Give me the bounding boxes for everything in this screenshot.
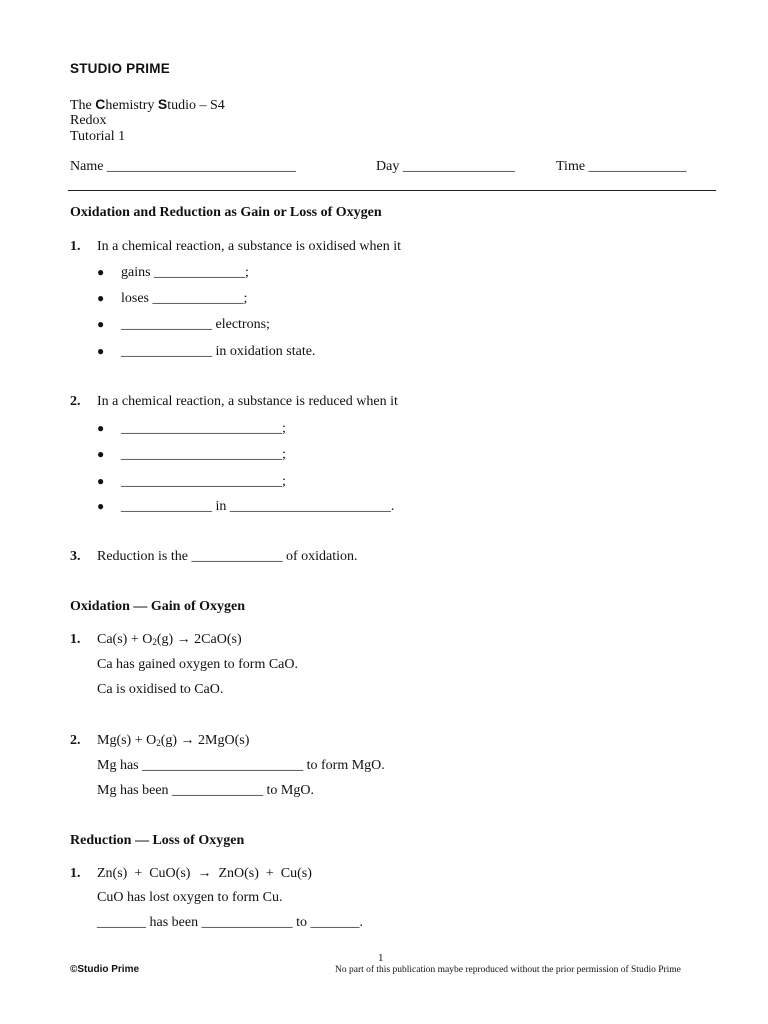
list-item: _____________ in _______________________. — [121, 499, 395, 514]
chemical-equation: Zn(s) + CuO(s) → ZnO(s) + Cu(s) — [97, 866, 312, 881]
list-item: _______________________; — [121, 421, 286, 436]
bullet-icon: ● — [97, 421, 105, 435]
course-c: C — [95, 96, 106, 112]
answer-line: Mg has _______________________ to form MgO. — [97, 758, 385, 773]
name-field[interactable]: Name ___________________________ — [70, 159, 296, 174]
list-item: loses _____________; — [121, 291, 248, 306]
course-mid: hemistry — [105, 98, 158, 113]
question-number: 1. — [70, 239, 81, 254]
question-number: 2. — [70, 394, 81, 409]
question-text: In a chemical reaction, a substance is reduced when it — [97, 394, 398, 409]
time-field[interactable]: Time ______________ — [556, 159, 687, 174]
day-field[interactable]: Day ________________ — [376, 159, 515, 174]
page-number: 1 — [378, 952, 384, 964]
bullet-icon: ● — [97, 317, 105, 331]
tutorial: Tutorial 1 — [70, 129, 126, 144]
bullet-icon: ● — [97, 344, 105, 358]
question-number: 3. — [70, 549, 81, 564]
copyright: ©Studio Prime — [70, 964, 140, 975]
course-suffix: tudio – S4 — [167, 98, 225, 113]
bullet-icon: ● — [97, 499, 105, 513]
chemical-equation: $Ca(s) + O_2(g) \to 2CaO(s)$ — [97, 632, 242, 647]
header-divider — [68, 190, 716, 191]
course-title — [70, 96, 225, 114]
section-heading: Oxidation — Gain of Oxygen — [70, 599, 246, 614]
chemical-equation: $Mg(s) + O_2(g) \to 2MgO(s)$ — [97, 733, 250, 748]
bullet-icon: ● — [97, 474, 105, 488]
answer-line: Ca has gained oxygen to form CaO. — [97, 657, 299, 672]
bullet-icon: ● — [97, 291, 105, 305]
list-item: gains _____________; — [121, 265, 249, 280]
list-item: _____________ in oxidation state. — [121, 344, 316, 359]
list-item: _______________________; — [121, 474, 286, 489]
course-s: S — [157, 96, 168, 112]
answer-line: Mg has been _____________ to MgO. — [97, 783, 314, 798]
brand-title: STUDIO PRIME — [70, 61, 170, 76]
topic: Redox — [70, 113, 107, 128]
list-item: _____________ electrons; — [121, 317, 270, 332]
section-heading: Reduction — Loss of Oxygen — [70, 833, 245, 848]
bullet-icon: ● — [97, 265, 105, 279]
bullet-icon: ● — [97, 447, 105, 461]
list-item: _______________________; — [121, 447, 286, 462]
answer-line: CuO has lost oxygen to form Cu. — [97, 890, 283, 905]
question-text: Reduction is the _____________ of oxidation. — [97, 549, 358, 564]
question-number: 2. — [70, 733, 81, 748]
question-number: 1. — [70, 632, 81, 647]
course-prefix: The — [70, 98, 96, 113]
question-number: 1. — [70, 866, 81, 881]
copyright-notice: No part of this publication maybe reproduced without the prior permission of Studio Prime — [335, 965, 681, 975]
answer-line: _______ has been _____________ to _______. — [97, 915, 363, 930]
section-heading: Oxidation and Reduction as Gain or Loss of Oxygen — [70, 205, 382, 220]
answer-line: Ca is oxidised to CaO. — [97, 682, 224, 697]
question-text: In a chemical reaction, a substance is oxidised when it — [97, 239, 402, 254]
